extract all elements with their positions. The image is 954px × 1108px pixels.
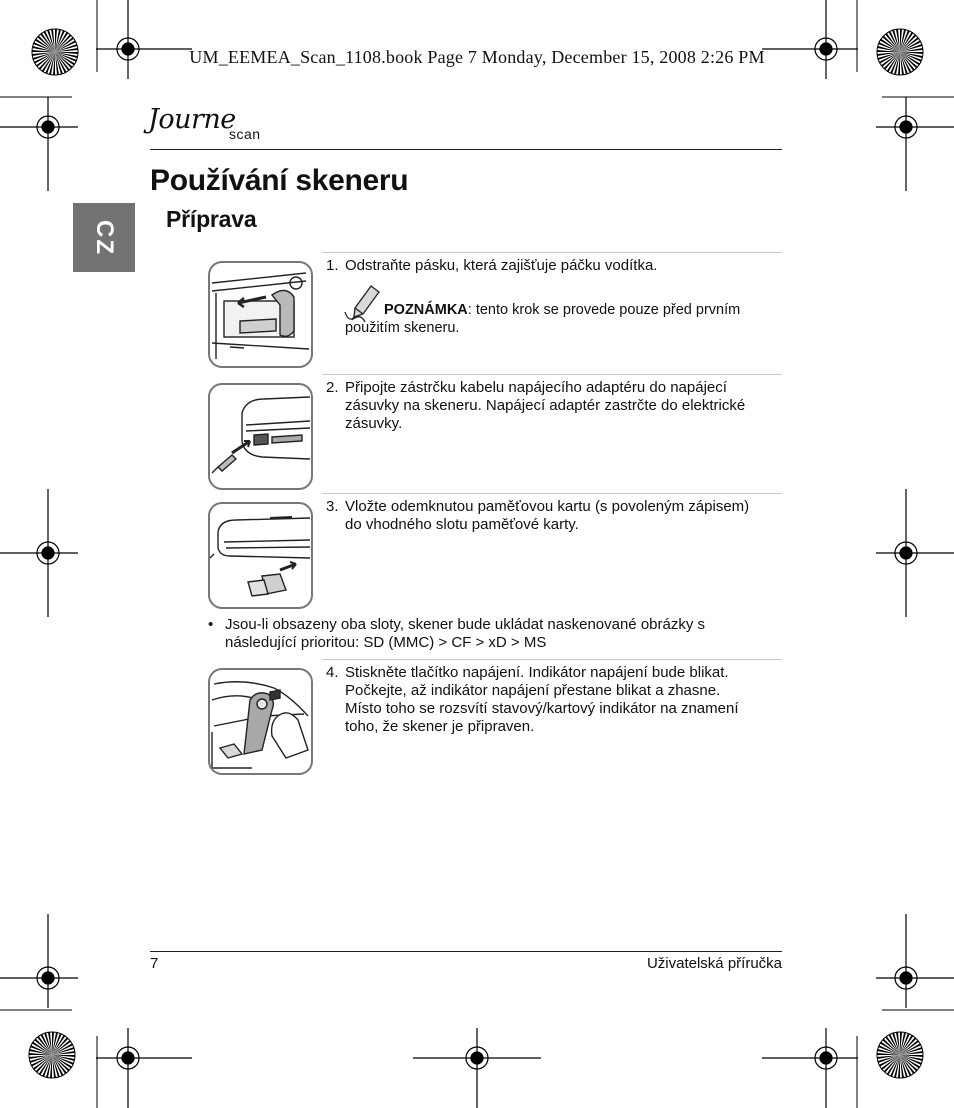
- star-target-mark: [877, 1032, 923, 1078]
- header-rule: [150, 149, 782, 150]
- guide-name: Uživatelská příručka: [646, 955, 782, 972]
- journe-logo-scan: scan: [229, 126, 261, 142]
- step-text-line: do vhodného slotu paměťové karty.: [345, 516, 579, 533]
- step-4: [326, 664, 786, 744]
- step-1: [326, 257, 786, 277]
- step-number: 4.: [326, 664, 339, 681]
- step-1-note: [384, 301, 784, 319]
- bullet-note: [208, 616, 788, 656]
- step-number: 1.: [326, 257, 339, 274]
- journe-logo-script: Journe: [148, 104, 236, 135]
- step-text-line: zásuvky.: [345, 415, 403, 432]
- step-2: [326, 379, 786, 439]
- power-button-illustration: [210, 670, 311, 773]
- page-number: 7: [150, 955, 159, 972]
- book-slug-line: UM_EEMEA_Scan_1108.book Page 7 Monday, December 15, 2008 2:26 PM: [189, 47, 765, 67]
- memory-card-illustration: [210, 504, 311, 607]
- language-tab: [73, 203, 135, 272]
- bullet-text-line: Jsou-li obsazeny oba sloty, skener bude ukládat naskenované obrázky s: [225, 616, 706, 633]
- step-text-line: Připojte zástrčku kabelu napájecího adaptéru do napájecí: [345, 379, 727, 396]
- step-3: [326, 498, 786, 538]
- step-text-line: Vložte odemknutou paměťovou kartu (s povoleným zápisem): [345, 498, 750, 515]
- scanner-tape-illustration: [210, 263, 311, 366]
- step-text-line: Odstraňte pásku, která zajišťuje páčku vodítka.: [345, 257, 658, 274]
- star-target-mark: [29, 1032, 75, 1078]
- step-3-illustration: [208, 502, 313, 609]
- step-text-line: Místo toho se rozsvítí stavový/kartový indikátor na znamení: [345, 700, 739, 717]
- step-text-line: zásuvky na skeneru. Napájecí adaptér zastrčte do elektrické: [345, 397, 746, 414]
- step-4-illustration: [208, 668, 313, 775]
- footer-rule: [150, 951, 782, 952]
- step-2-illustration: [208, 383, 313, 490]
- note-pencil-icon: [343, 282, 383, 324]
- step-divider: [322, 374, 782, 375]
- power-adapter-illustration: [210, 385, 311, 488]
- step-text-line: Počkejte, až indikátor napájení přestane blikat a zhasne.: [345, 682, 721, 699]
- section-heading: Příprava: [166, 206, 257, 232]
- language-tab-label: CZ: [91, 219, 118, 256]
- step-text-line: toho, že skener je připraven.: [345, 718, 535, 735]
- bullet-text-line: následující prioritou: SD (MMC) > CF > xD > MS: [225, 634, 547, 651]
- step-divider: [322, 659, 782, 660]
- step-1-illustration: [208, 261, 313, 368]
- step-text-line: Stiskněte tlačítko napájení. Indikátor napájení bude blikat.: [345, 664, 729, 681]
- step-divider: [322, 493, 782, 494]
- step-number: 3.: [326, 498, 339, 515]
- page-title: Používání skeneru: [150, 164, 409, 197]
- step-1-note-continuation: použitím skeneru.: [345, 320, 460, 336]
- note-text: : tento krok se provede pouze před prvním: [467, 302, 741, 318]
- step-divider: [322, 252, 782, 253]
- note-label: POZNÁMKA: [384, 302, 468, 318]
- step-number: 2.: [326, 379, 339, 396]
- bullet-symbol: •: [208, 616, 214, 633]
